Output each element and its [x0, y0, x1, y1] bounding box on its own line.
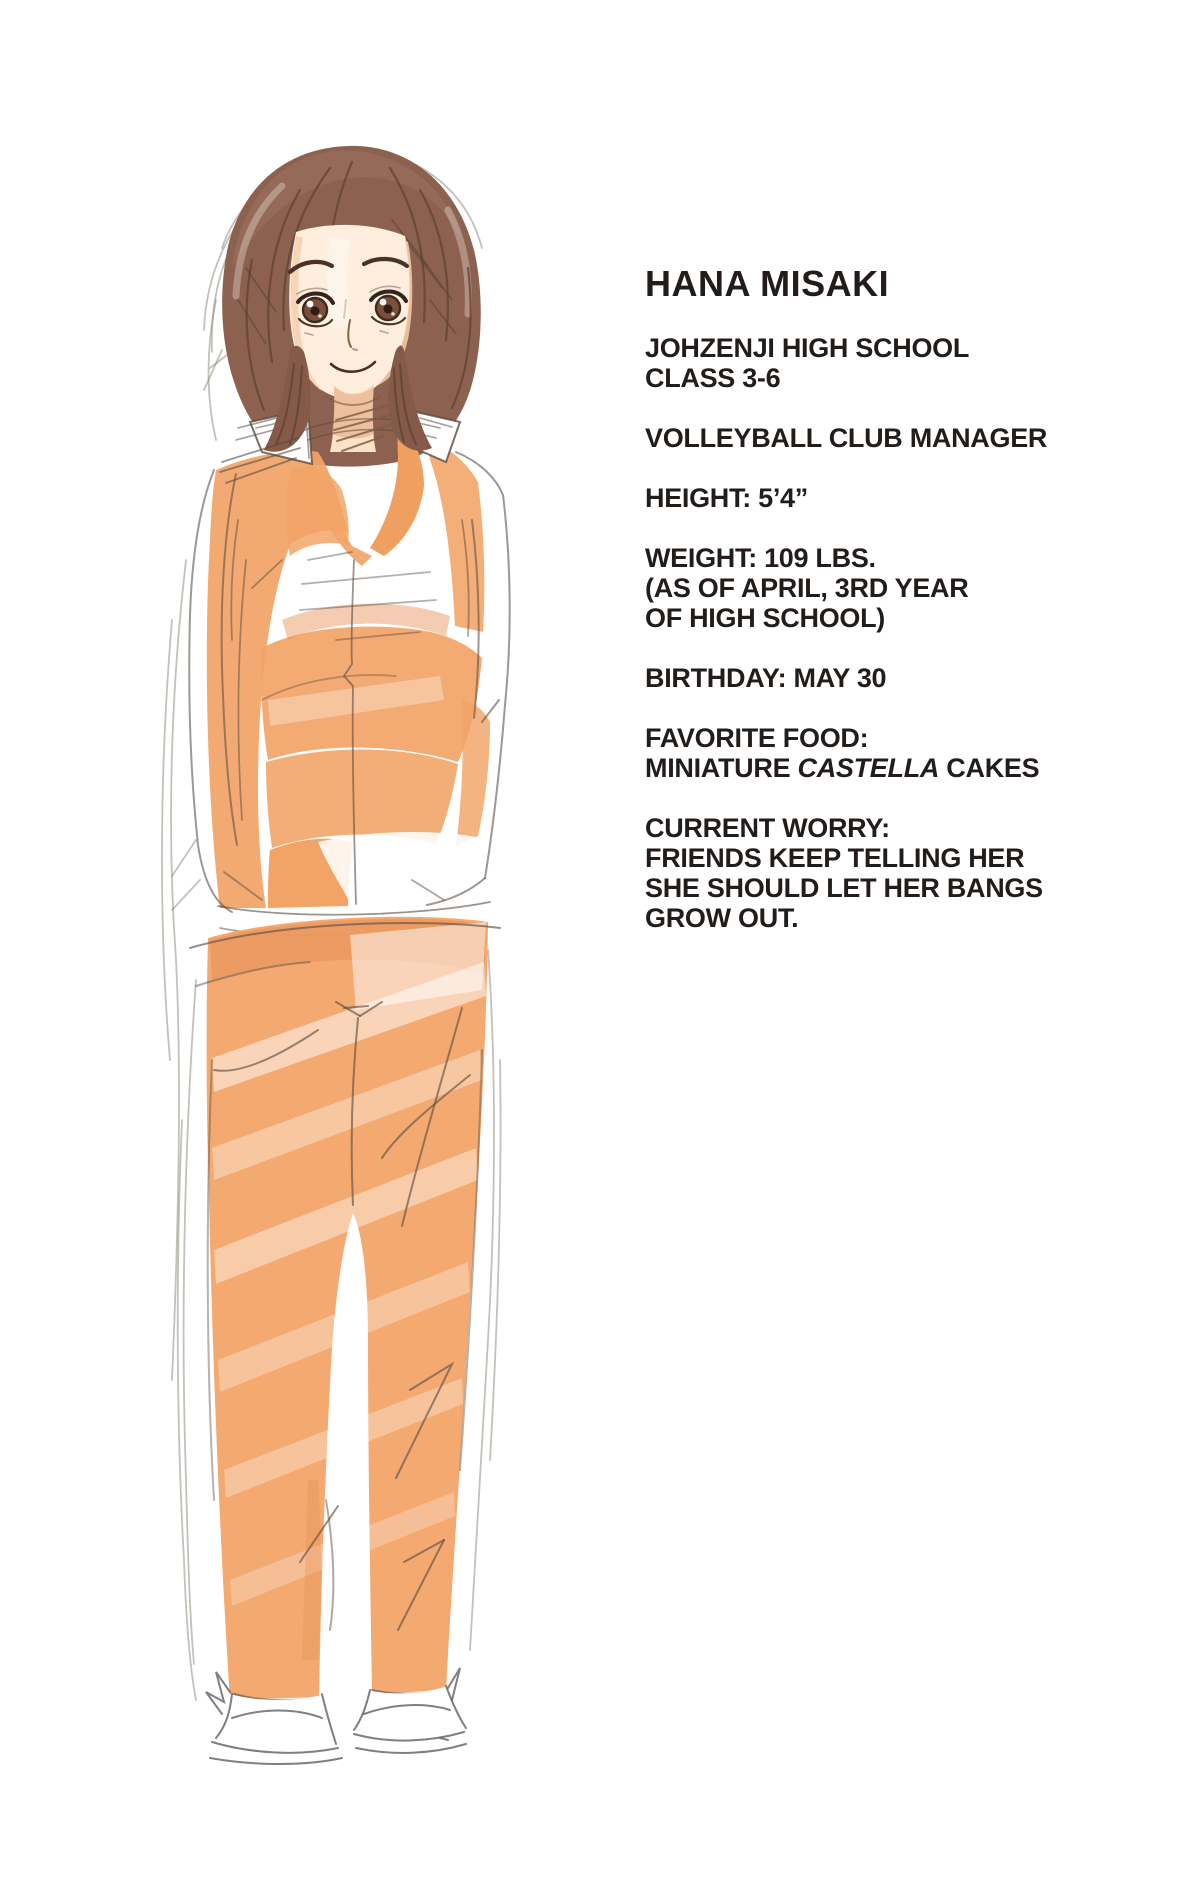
- italic-text: CASTELLA: [797, 753, 940, 783]
- profile-line: [645, 363, 1047, 393]
- profile-line: [645, 603, 1047, 633]
- profile-line: [645, 483, 1047, 513]
- text: GROW OUT.: [645, 903, 799, 933]
- profile-line: [645, 333, 1047, 363]
- text: VOLLEYBALL CLUB MANAGER: [645, 423, 1048, 453]
- text: MINIATURE: [645, 753, 798, 783]
- profile-line: [645, 423, 1047, 453]
- profile-block-current-worry: [645, 813, 1047, 933]
- text: JOHZENJI HIGH SCHOOL: [645, 333, 970, 363]
- profile-blocks: [645, 333, 1047, 933]
- text: SHE SHOULD LET HER BANGS: [645, 873, 1043, 903]
- text: BIRTHDAY: MAY 30: [645, 663, 887, 693]
- profile-block-birthday: [645, 663, 1047, 693]
- profile-block-height: [645, 483, 1047, 513]
- profile-block-school: [645, 333, 1047, 393]
- text: HEIGHT: 5’4”: [645, 483, 808, 513]
- text: OF HIGH SCHOOL): [645, 603, 885, 633]
- text: FAVORITE FOOD:: [645, 723, 869, 753]
- text: FRIENDS KEEP TELLING HER: [645, 843, 1025, 873]
- character-illustration: [130, 110, 530, 1790]
- text: (AS OF APRIL, 3RD YEAR: [645, 573, 969, 603]
- tracksuit-jacket-paint: [207, 424, 492, 908]
- text: WEIGHT: 109 LBS.: [645, 543, 876, 573]
- profile-line: [645, 543, 1047, 573]
- profile-line: [645, 813, 1047, 843]
- text: CLASS 3-6: [645, 363, 781, 393]
- text: CURRENT WORRY:: [645, 813, 890, 843]
- character-profile: [645, 264, 1047, 963]
- profile-block-club-role: [645, 423, 1047, 453]
- profile-line: [645, 573, 1047, 603]
- profile-line: [645, 753, 1047, 783]
- profile-line: [645, 903, 1047, 933]
- profile-line: [645, 663, 1047, 693]
- profile-line: [645, 873, 1047, 903]
- profile-block-weight: [645, 543, 1047, 633]
- character-name: HANA MISAKI: [645, 263, 890, 304]
- profile-block-favorite-food: [645, 723, 1047, 783]
- profile-line: [645, 723, 1047, 753]
- tracksuit-pants-paint: [207, 917, 488, 1700]
- profile-line: [645, 843, 1047, 873]
- text: CAKES: [939, 753, 1040, 783]
